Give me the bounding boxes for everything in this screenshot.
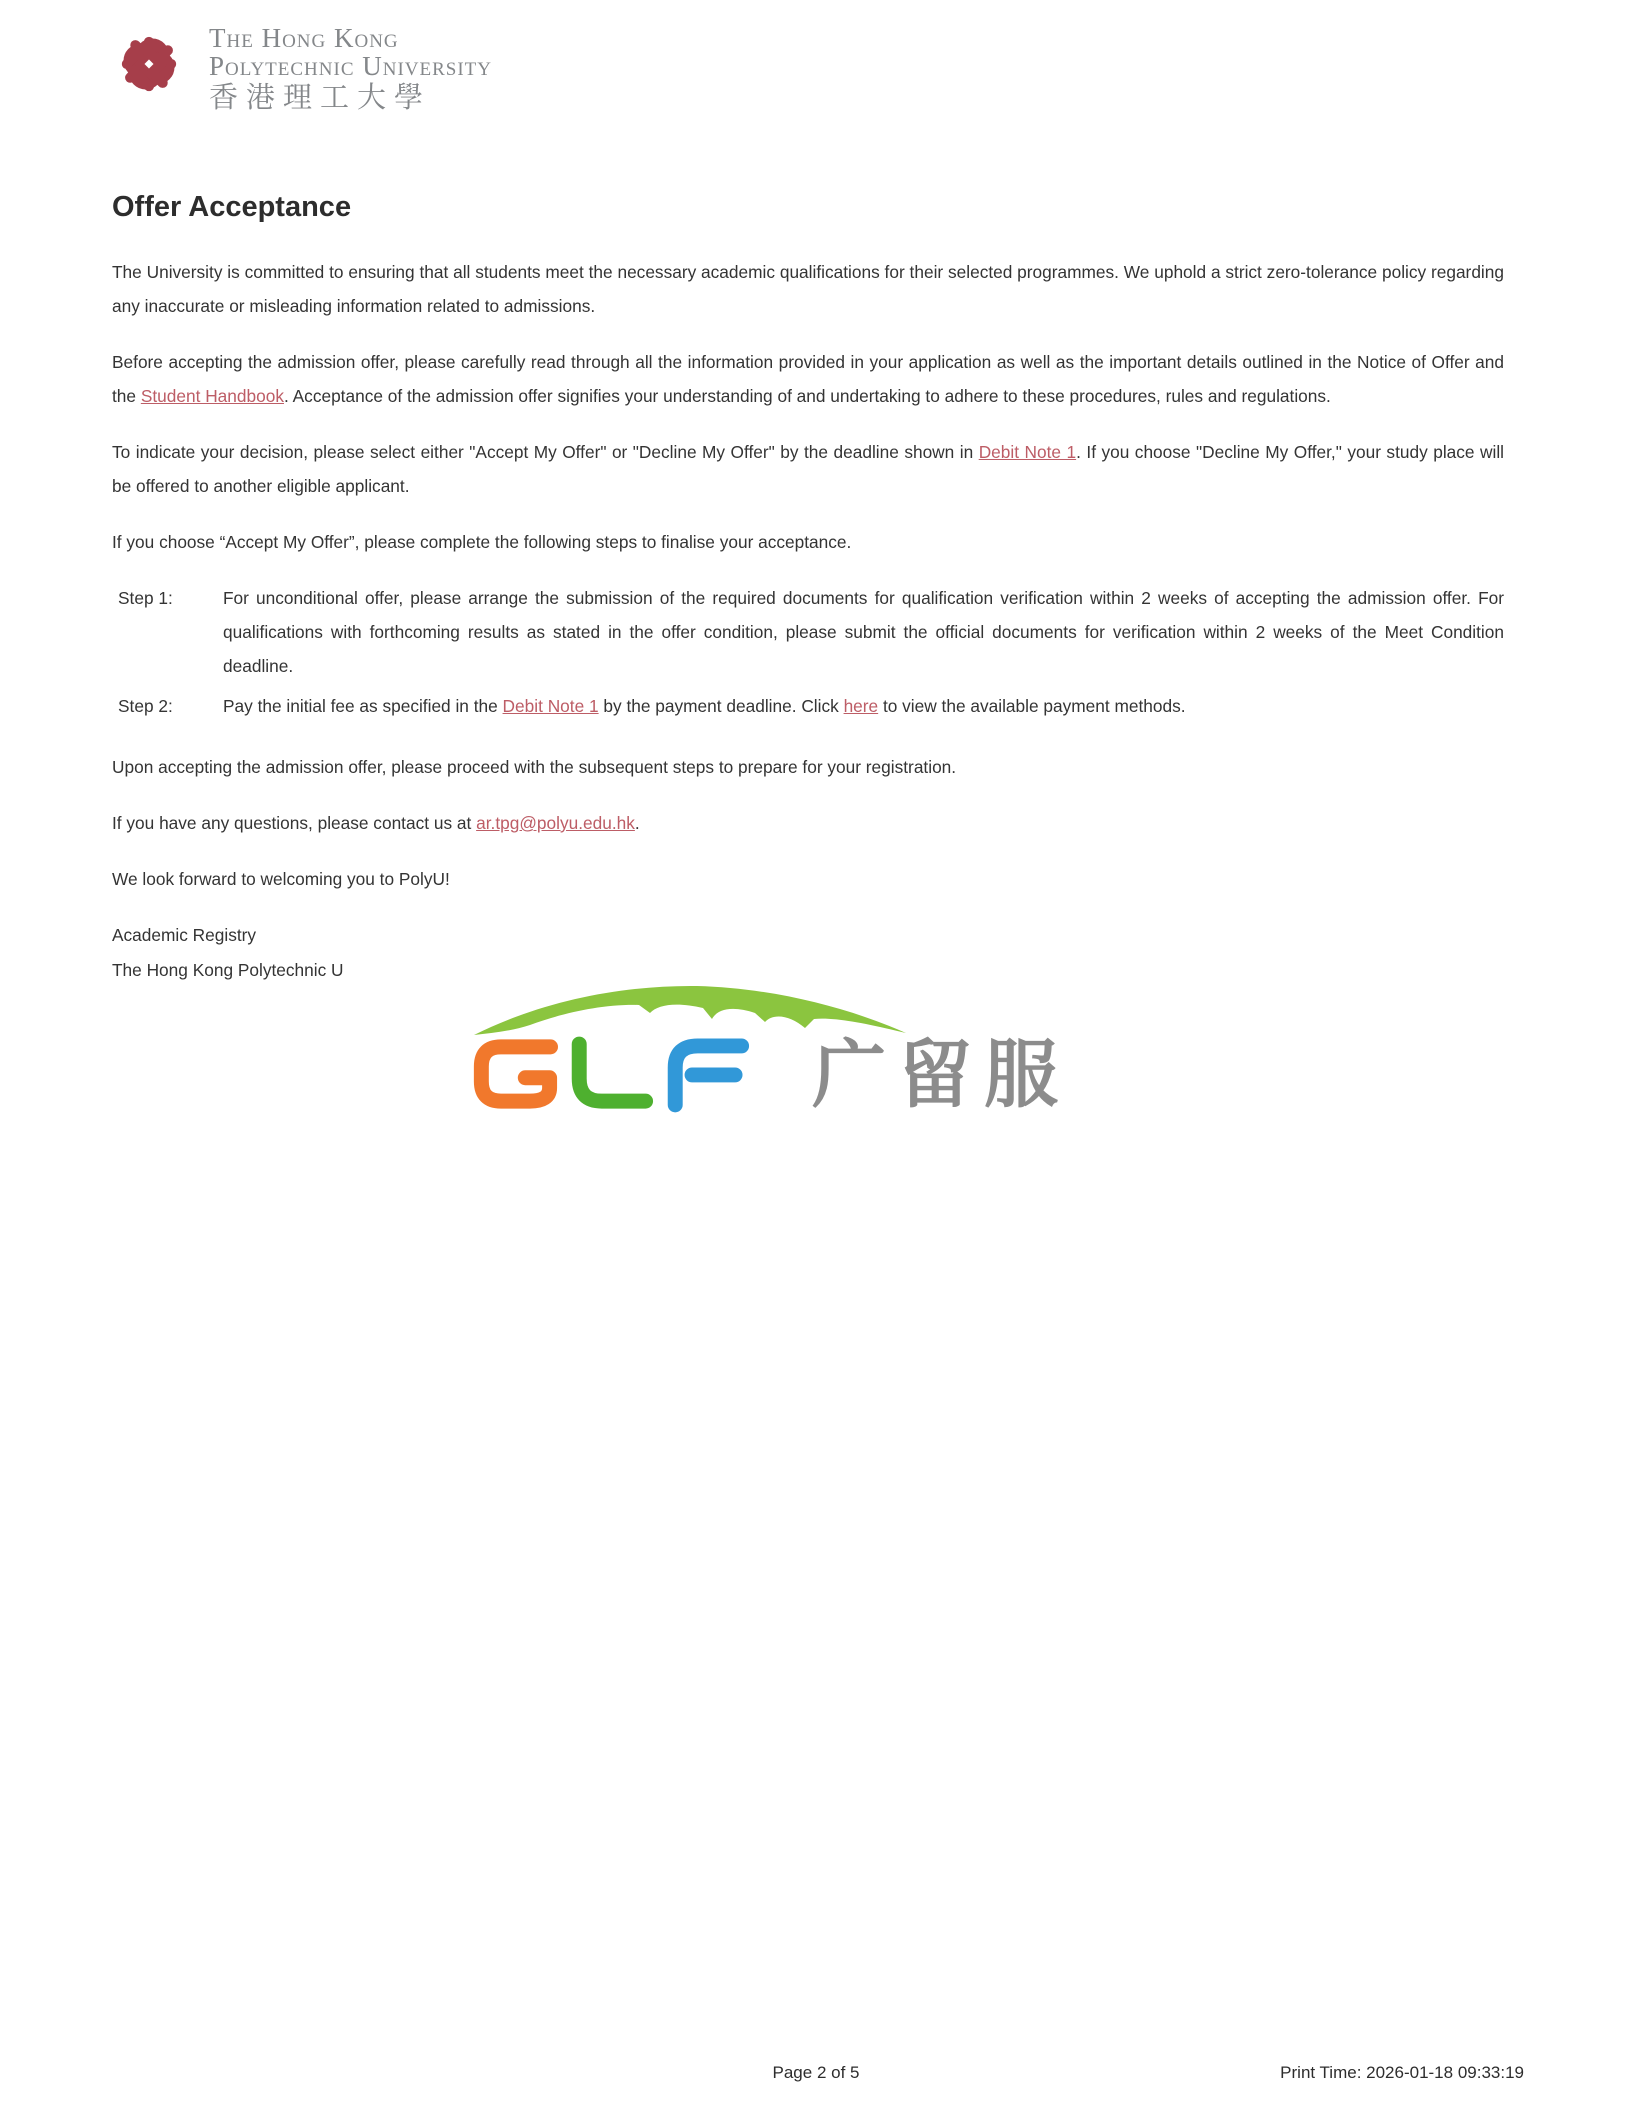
glf-watermark-logo xyxy=(466,983,1178,1115)
intro-paragraph: The University is committed to ensuring that all students meet the necessary academic qualifications for their selected programmes. We uphold a strict zero-tolerance policy regarding any inaccurate or misleading information related to admissions. xyxy=(112,262,1504,316)
step-1-text: For unconditional offer, please arrange the submission of the required documents for qualification verification within 2 weeks of accepting the admission offer. For qualifications with forthcoming results as stated in the offer condition, please submit the official documents for verification within 2 weeks of the Meet Condition deadline. xyxy=(223,588,1504,676)
university-name-line2: Polytechnic University xyxy=(209,51,493,81)
paragraph-text: . Acceptance of the admission offer signifies your understanding of and undertaking to adhere to these procedures, rules and regulations. xyxy=(284,386,1331,406)
print-time: Print Time: 2026-01-18 09:33:19 xyxy=(1280,2063,1524,2082)
step-row-2 xyxy=(112,689,1504,723)
steps-list xyxy=(112,581,1504,723)
step-2-label: Step 2: xyxy=(118,696,173,716)
step-2-text xyxy=(223,689,1504,723)
polyu-emblem-icon xyxy=(103,18,195,110)
paragraph-text: If you have any questions, please contact us at xyxy=(112,813,477,833)
paragraph-text: Before accepting the admission offer, please carefully read through all the information provided in your application as well as the important details outlined in the Notice of Offer and the xyxy=(112,352,1504,406)
page-footer xyxy=(0,2060,1632,2086)
page-number: Page 2 of 5 xyxy=(772,2063,860,2082)
signature-block xyxy=(112,918,1504,988)
student-handbook-link[interactable]: Student Handbook xyxy=(140,386,284,406)
university-name-chinese: 香港理工大學 xyxy=(209,82,432,114)
step-1-label: Step 1: xyxy=(118,588,173,608)
email-link[interactable]: ar.tpg@polyu.edu.hk xyxy=(476,813,635,833)
page-title: Offer Acceptance xyxy=(112,191,352,223)
glf-logo-text-row xyxy=(472,1033,1070,1116)
payment-methods-here-link[interactable]: here xyxy=(843,696,879,716)
contact-paragraph xyxy=(112,806,1504,840)
paragraph-text: . If you choose "Decline My Offer," your study place will be offered to another eligible applicant. xyxy=(112,442,1504,496)
before-accepting-paragraph xyxy=(112,345,1504,413)
letter-body xyxy=(112,190,1504,988)
glf-chinese-text: 广留服 xyxy=(812,1033,1070,1116)
university-name-line1: The Hong Kong xyxy=(209,23,399,53)
university-name xyxy=(209,24,492,115)
glf-letter-l-icon xyxy=(568,1035,654,1113)
polyu-logo xyxy=(103,18,492,115)
glf-letter-g-icon xyxy=(472,1035,558,1113)
decision-paragraph xyxy=(112,435,1504,503)
paragraph-text: by the payment deadline. Click xyxy=(598,696,844,716)
paragraph-text: . xyxy=(634,813,640,833)
landscape-arc-icon xyxy=(472,983,908,1037)
glf-letter-f-icon xyxy=(664,1035,750,1113)
accept-offer-intro-paragraph: If you choose “Accept My Offer”, please complete the following steps to finalise your acceptance. xyxy=(112,532,852,552)
debit-note-link[interactable]: Debit Note 1 xyxy=(502,696,599,716)
registration-paragraph: Upon accepting the admission offer, please proceed with the subsequent steps to prepare for your registration. xyxy=(112,757,957,777)
closing-paragraph: We look forward to welcoming you to PolyU! xyxy=(112,869,450,889)
paragraph-text: to view the available payment methods. xyxy=(878,696,1186,716)
signature-department: Academic Registry xyxy=(112,925,257,945)
step-row-1 xyxy=(112,581,1504,683)
paragraph-text: To indicate your decision, please select either "Accept My Offer" or "Decline My Offer" by the deadline shown in xyxy=(112,442,979,462)
paragraph-text: Pay the initial fee as specified in the xyxy=(223,696,503,716)
signature-university: The Hong Kong Polytechnic U xyxy=(112,960,344,980)
debit-note-link[interactable]: Debit Note 1 xyxy=(978,442,1077,462)
